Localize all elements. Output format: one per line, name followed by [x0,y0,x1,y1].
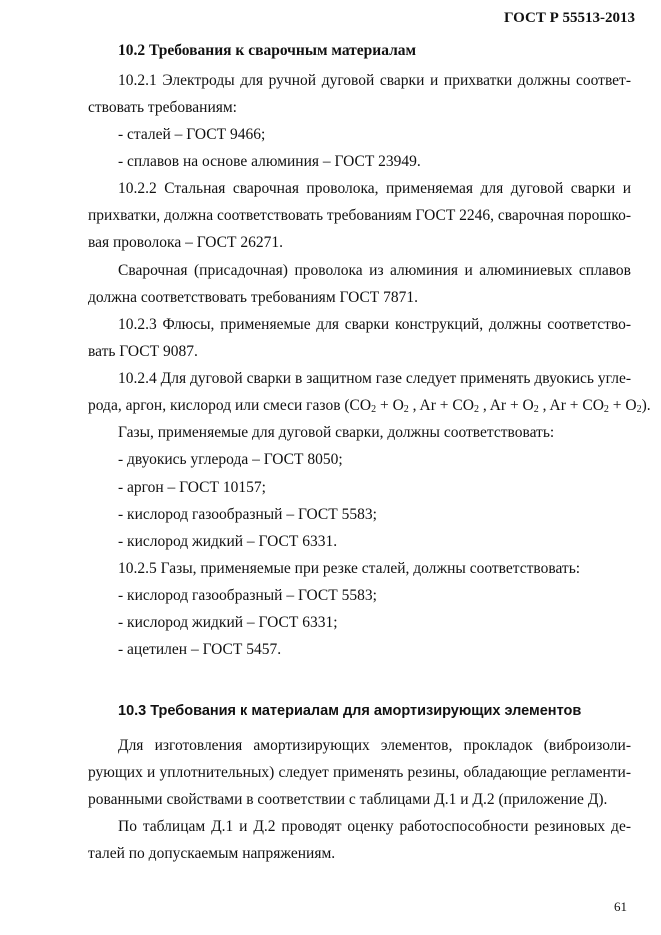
text-fragment: + O [608,397,637,414]
subscript: 2 [636,404,642,415]
list-item: - кислород газообразный – ГОСТ 5583; [118,506,377,523]
list-item: - кислород жидкий – ГОСТ 6331; [118,614,338,631]
text-fragment: + O [376,397,404,414]
text-fragment: рода, аргон, кислород или смеси газов (CO [88,397,372,414]
paragraph-line: прихватки, должна соответствовать требованиям ГОСТ 2246, сварочная порошко- [88,207,631,224]
subscript: 2 [533,404,539,415]
paragraph-line: Газы, применяемые для дуговой сварки, должны соответствовать: [118,424,555,441]
paragraph-line: рованными свойствами в соответствии с таблицами Д.1 и Д.2 (приложение Д). [88,791,608,808]
paragraph-line: Сварочная (присадочная) проволока из алюминия и алюминиевых сплавов [118,262,631,279]
paragraph-line: Для изготовления амортизирующих элементов, прокладок (виброизоли- [118,737,631,754]
document-code-header: ГОСТ Р 55513-2013 [503,10,635,26]
paragraph-line: 10.2.3 Флюсы, применяемые для сварки конструкций, должны соответство- [118,316,631,333]
section-heading-10-2: 10.2 Требования к сварочным материалам [118,42,417,59]
paragraph-line: 10.2.4 Для дуговой сварки в защитном газе следует применять двуокись угле- [118,370,631,387]
list-item: - ацетилен – ГОСТ 5457. [118,641,282,658]
paragraph-line: 10.2.5 Газы, применяемые при резке сталей, должны соответствовать: [118,560,581,577]
list-item: - двуокись углерода – ГОСТ 8050; [118,451,343,468]
paragraph-line: 10.2.1 Электроды для ручной дуговой сварки и прихватки должны соответ- [118,72,631,89]
section-heading-10-3: 10.3 Требования к материалам для амортизирующих элементов [118,703,582,719]
list-item: - сплавов на основе алюминия – ГОСТ 23949. [118,153,421,170]
list-item: - кислород жидкий – ГОСТ 6331. [118,533,338,550]
text-fragment: ). [641,397,651,414]
subscript: 2 [603,404,609,415]
paragraph-line: талей по допускаемым напряжениям. [88,845,336,862]
paragraph-line: По таблицам Д.1 и Д.2 проводят оценку работоспособности резиновых де- [118,818,631,835]
paragraph-line: 10.2.2 Стальная сварочная проволока, применяемая для дуговой сварки и [118,180,631,197]
paragraph-line: вая проволока – ГОСТ 26271. [88,234,283,251]
subscript: 2 [473,404,479,415]
list-item: - аргон – ГОСТ 10157; [118,479,266,496]
text-fragment: , Ar + CO [538,397,604,414]
list-item: - сталей – ГОСТ 9466; [118,126,266,143]
paragraph-line: вать ГОСТ 9087. [88,343,198,360]
text-fragment: , Ar + O [478,397,534,414]
page-number: 61 [614,899,627,914]
paragraph-line: рующих и уплотнительных) следует применять резины, обладающие регламенти- [88,764,631,781]
paragraph-line: ствовать требованиям: [88,99,237,116]
gas-mixtures-line [88,397,651,415]
subscript: 2 [371,404,377,415]
text-fragment: , Ar + CO [408,397,474,414]
list-item: - кислород газообразный – ГОСТ 5583; [118,587,377,604]
paragraph-line: должна соответствовать требованиям ГОСТ 7871. [88,289,419,306]
subscript: 2 [403,404,409,415]
